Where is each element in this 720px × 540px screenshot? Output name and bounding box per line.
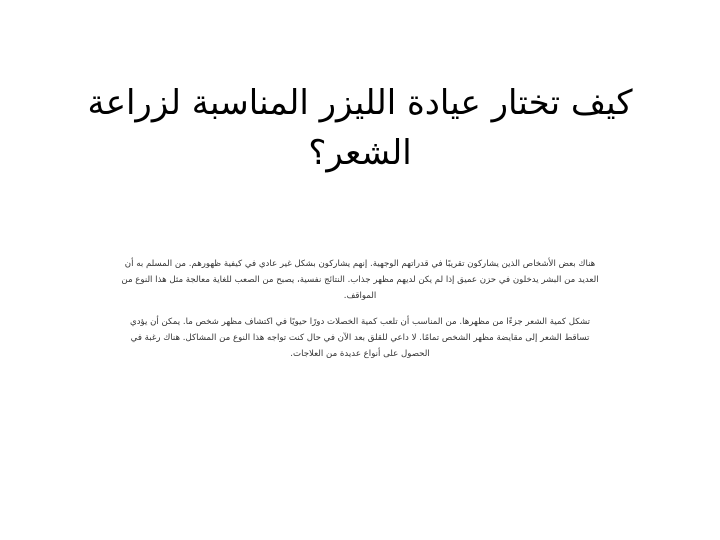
slide-title: كيف تختار عيادة الليزر المناسبة لزراعة الشعر؟	[87, 83, 633, 173]
slide-body	[118, 256, 602, 372]
body-paragraph-1: هناك بعض الأشخاص الذين يشاركون تقريبًا في قدراتهم الوجهية. إنهم يشاركون بشكل غير عادي في كيفية ظهورهم. من المسلم به أن العديد من البشر يدخلون في حزن عميق إذا لم يكن لديهم مظهر جذاب. النتائج نفسية، يصبح من الصعب للغاية معالجة مثل هذا النوع من المواقف.	[121, 259, 599, 301]
body-paragraph-2: تشكل كمية الشعر جزءًا من مظهرها. من المناسب أن تلعب كمية الخصلات دورًا حيويًا في اكتشاف مظهر شخص ما. يمكن أن يؤدي تساقط الشعر إلى مقايضة مظهر الشخص تمامًا. لا داعي للقلق بعد الآن في حال كنت تواجه هذا النوع من المشاكل. هناك رغبة في الحصول على أنواع عديدة من العلاجات.	[129, 317, 591, 359]
